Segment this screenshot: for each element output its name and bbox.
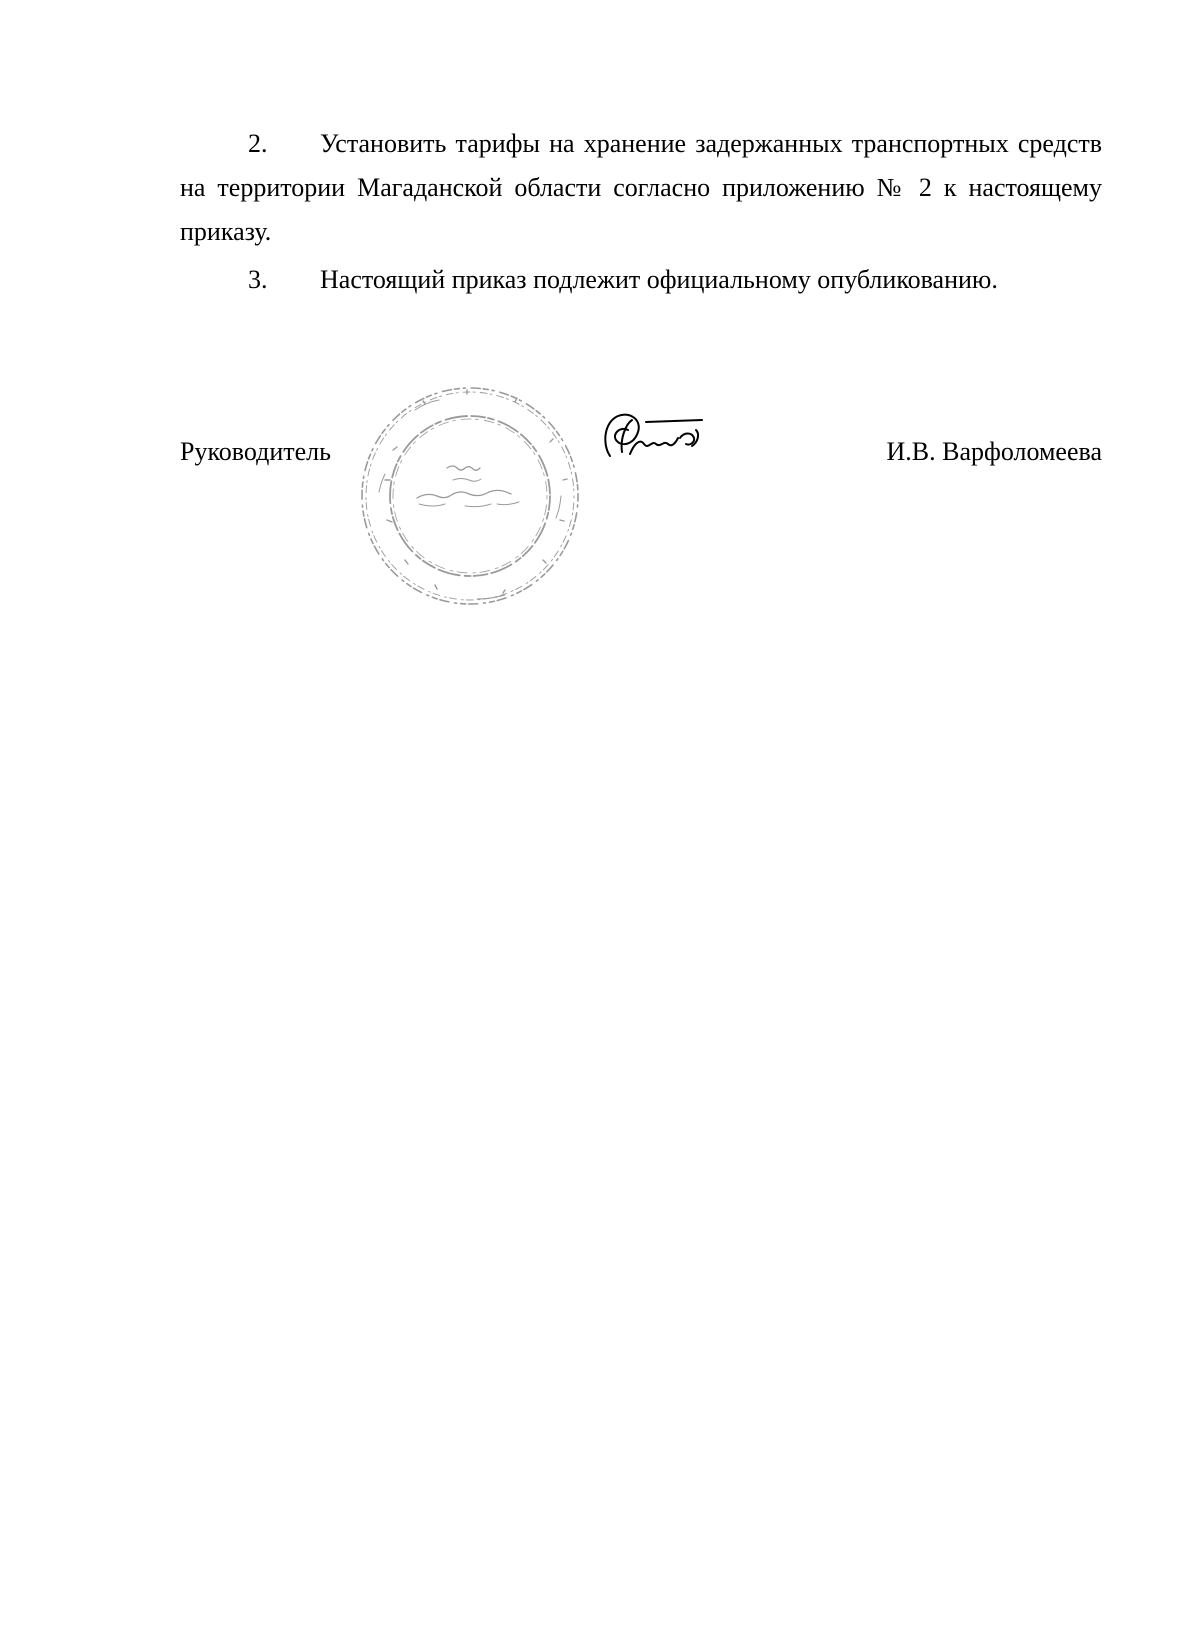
paragraph-text: Настоящий приказ подлежит официальному опубликованию. (320, 265, 998, 294)
document-body (180, 122, 1102, 302)
signature-block (180, 380, 1102, 620)
signer-position: Руководитель (180, 437, 331, 466)
paragraph-2 (180, 122, 1102, 254)
paragraph-number: 3. (248, 265, 268, 294)
paragraph-text: Установить тарифы на хранение задержанных транспортных средств на территории Магаданской области согласно приложению № 2 к настоящему приказу. (180, 129, 1102, 246)
handwritten-signature-icon (600, 408, 710, 468)
signer-name: И.В. Варфоломеева (886, 437, 1102, 466)
paragraph-3 (180, 258, 1102, 302)
official-seal-icon (355, 380, 585, 612)
paragraph-number: 2. (248, 129, 268, 158)
